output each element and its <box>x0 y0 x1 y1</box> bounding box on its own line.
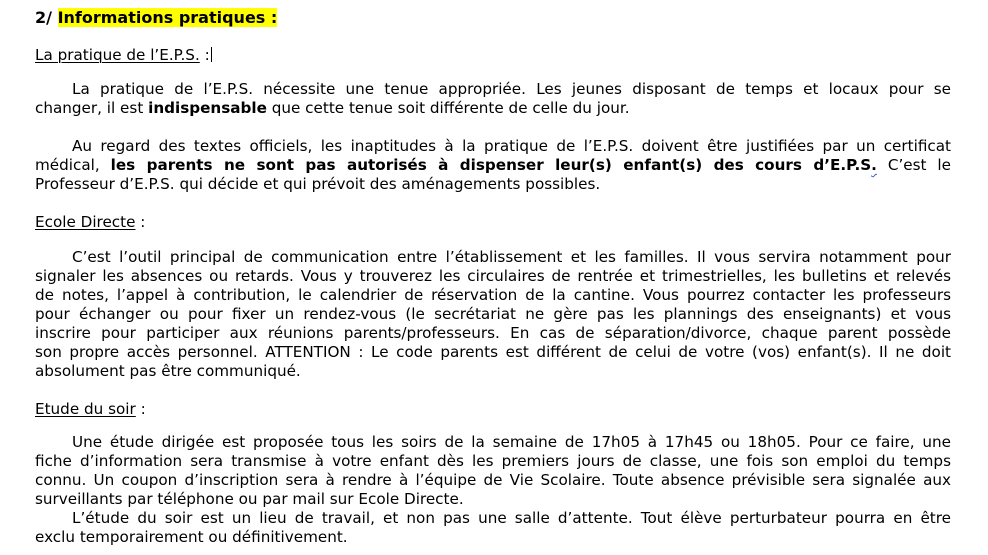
etude-line5: L’étude du soir est un lieu de travail, et non pas une salle d’attente. Tout élève perturbateur pourra en être <box>72 509 951 527</box>
eps-p2-text-c: C’est le <box>876 156 951 174</box>
heading-title-highlighted: Informations pratiques : <box>57 8 278 27</box>
eps-paragraph2-line3: Professeur d’E.P.S. qui décide et qui prévoit des aménagements possibles. <box>35 175 601 193</box>
eps-subtitle <box>35 46 212 65</box>
ecole-line1: C’est l’outil principal de communication entre l’établissement et les familles. Il vous servira notamment pour <box>72 248 951 266</box>
eps-paragraph1-line2 <box>35 99 630 118</box>
eps-paragraph2-line1: Au regard des textes officiels, les inaptitudes à la pratique de l’E.P.S. doivent être justifiées par un certificat <box>72 137 951 155</box>
ecole-line5: inscrire pour participer aux réunions parents/professeurs. En cas de séparation/divorce, chaque parent possède <box>35 324 951 342</box>
etude-line1: Une étude dirigée est proposée tous les soirs de la semaine de 17h05 à 17h45 ou 18h05. Pour ce faire, une <box>72 433 951 451</box>
etude-title-suffix: : <box>135 400 146 418</box>
eps-p1-text-a: changer, il est <box>35 99 149 117</box>
eps-p1-bold: indispensable <box>148 99 267 117</box>
text-cursor <box>211 47 212 62</box>
eps-title: La pratique de l’E.P.S. <box>35 46 200 64</box>
eps-title-suffix: : <box>199 46 210 64</box>
ecole-subtitle <box>35 213 145 232</box>
eps-p2-bold: les parents ne sont pas autorisés à dispenser leur(s) enfant(s) des cours d’E.P.S <box>110 156 872 174</box>
ecole-line7: absolument pas être communiqué. <box>35 362 301 380</box>
ecole-title: Ecole Directe <box>35 213 136 231</box>
eps-paragraph1-line1: La pratique de l’E.P.S. nécessite une tenue appropriée. Les jeunes disposant de temps et locaux pour se <box>72 80 951 98</box>
ecole-line6: son propre accès personnel. ATTENTION : Le code parents est différent de celui de votre (vos) enfant(s). Il ne doit <box>35 343 951 361</box>
ecole-line3: de notes, l’appel à contribution, le calendrier de réservation de la cantine. Vous pourrez contacter les professeurs <box>35 286 951 304</box>
etude-line2: fiche d’information sera transmise à votre enfant dès les premiers jours de classe, une fois son emploi du temps <box>35 452 951 470</box>
eps-p1-text-c: que cette tenue soit différente de celle du jour. <box>266 99 630 117</box>
section-heading <box>35 8 277 27</box>
etude-title: Etude du soir <box>35 400 136 418</box>
ecole-line4: pour échanger ou pour fixer un rendez-vous (le secrétariat ne gère pas les plannings des enseignants) et vous <box>35 305 951 323</box>
eps-paragraph2-line2 <box>35 156 951 175</box>
heading-number: 2/ <box>35 8 52 27</box>
ecole-title-suffix: : <box>135 213 146 231</box>
grammar-squiggle[interactable]: . <box>871 156 877 174</box>
etude-subtitle <box>35 400 146 419</box>
etude-line3: connu. Un coupon d’inscription sera à rendre à l’équipe de Vie Scolaire. Toute absence prévisible sera signalée aux <box>35 471 951 489</box>
eps-p2-text-a: médical, <box>35 156 111 174</box>
etude-line6: exclu temporairement ou définitivement. <box>35 528 348 546</box>
etude-line4: surveillants par téléphone ou par mail sur Ecole Directe. <box>35 490 464 508</box>
ecole-line2: signaler les absences ou retards. Vous y trouverez les circulaires de rentrée et trimestrielles, les bulletins et relevés <box>35 267 951 285</box>
